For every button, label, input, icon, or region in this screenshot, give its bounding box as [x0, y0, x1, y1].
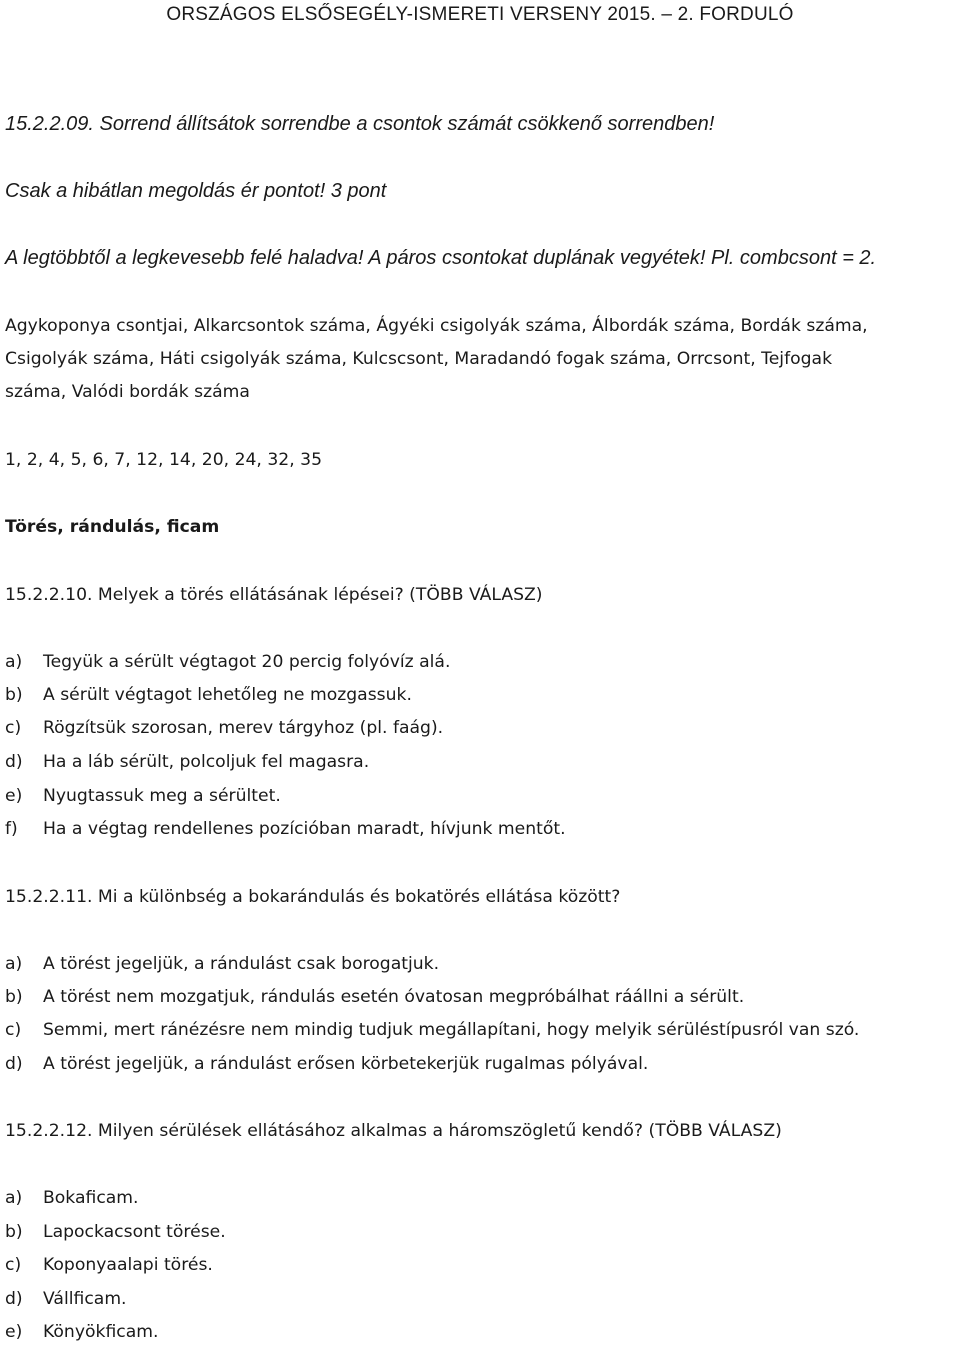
question-11-option-b — [5, 983, 744, 1011]
option-letter: c) — [5, 718, 22, 738]
option-text: Könyökficam. — [43, 1322, 159, 1342]
question-09-numbers: 1, 2, 4, 5, 6, 7, 12, 14, 20, 24, 32, 35 — [5, 450, 323, 470]
option-letter: a) — [5, 954, 23, 974]
question-11-text: 15.2.2.11. Mi a különbség a bokarándulás és bokatörés ellátása között? — [5, 887, 621, 907]
option-text: A törést nem mozgatjuk, rándulás esetén óvatosan megpróbálhat ráállni a sérült. — [43, 987, 745, 1007]
question-09-items-line-2: Csigolyák száma, Háti csigolyák száma, Kulcscsont, Maradandó fogak száma, Orrcsont, Tejfogak — [5, 349, 833, 369]
question-10-option-e — [5, 782, 281, 810]
option-text: A sérült végtagot lehetőleg ne mozgassuk. — [43, 685, 412, 705]
question-09-text: 15.2.2.09. Sorrend állítsátok sorrendbe a csontok számát csökkenő sorrendben! — [5, 113, 715, 135]
question-10-option-a — [5, 648, 450, 676]
option-letter: d) — [5, 1289, 23, 1309]
question-12-option-d — [5, 1285, 127, 1313]
option-letter: e) — [5, 786, 23, 806]
option-letter: d) — [5, 1054, 23, 1074]
option-letter: c) — [5, 1255, 22, 1275]
question-10-option-b — [5, 681, 412, 709]
option-letter: b) — [5, 1222, 23, 1242]
question-11-option-c — [5, 1016, 859, 1044]
question-12-option-c — [5, 1251, 213, 1279]
option-text: Nyugtassuk meg a sérültet. — [43, 786, 281, 806]
question-10-option-c — [5, 714, 443, 742]
question-09-items-line-1: Agykoponya csontjai, Alkarcsontok száma, Ágyéki csigolyák száma, Álbordák száma, Bordák száma, — [5, 316, 868, 336]
option-text: Vállficam. — [43, 1289, 127, 1309]
question-10-option-f — [5, 815, 566, 843]
option-letter: f) — [5, 819, 18, 839]
option-text: Bokaficam. — [43, 1188, 139, 1208]
question-09-items-line-3: száma, Valódi bordák száma — [5, 382, 250, 402]
question-12-option-b — [5, 1218, 226, 1246]
option-text: Ha a végtag rendellenes pozícióban maradt, hívjunk mentőt. — [43, 819, 566, 839]
question-09-points-note: Csak a hibátlan megoldás ér pontot! 3 pont — [5, 180, 387, 202]
section-title: Törés, rándulás, ficam — [5, 517, 220, 537]
option-letter: c) — [5, 1020, 22, 1040]
question-11-option-a — [5, 950, 439, 978]
question-12-option-a — [5, 1184, 139, 1212]
option-text: Rögzítsük szorosan, merev tárgyhoz (pl. faág). — [43, 718, 444, 738]
page-header: ORSZÁGOS ELSŐSEGÉLY-ISMERETI VERSENY 2015. – 2. FORDULÓ — [166, 4, 794, 25]
question-10-option-d — [5, 748, 369, 776]
option-text: Ha a láb sérült, polcoljuk fel magasra. — [43, 752, 370, 772]
option-letter: a) — [5, 1188, 23, 1208]
option-letter: d) — [5, 752, 23, 772]
question-12-text: 15.2.2.12. Milyen sérülések ellátásához alkalmas a háromszögletű kendő? (TÖBB VÁLASZ) — [5, 1121, 782, 1141]
question-11-option-d — [5, 1050, 648, 1078]
option-text: Tegyük a sérült végtagot 20 percig folyóvíz alá. — [43, 652, 451, 672]
question-12-option-e — [5, 1318, 158, 1346]
option-letter: b) — [5, 987, 23, 1007]
option-text: Lapockacsont törése. — [43, 1222, 226, 1242]
option-text: Koponyaalapi törés. — [43, 1255, 213, 1275]
question-09-order-note: A legtöbbtől a legkevesebb felé haladva! A páros csontokat duplának vegyétek! Pl. combcsont = 2. — [5, 247, 877, 269]
option-text: A törést jegeljük, a rándulást csak borogatjuk. — [43, 954, 440, 974]
option-letter: a) — [5, 652, 23, 672]
option-letter: e) — [5, 1322, 23, 1342]
question-10-text: 15.2.2.10. Melyek a törés ellátásának lépései? (TÖBB VÁLASZ) — [5, 585, 543, 605]
option-text: A törést jegeljük, a rándulást erősen körbetekerjük rugalmas pólyával. — [43, 1054, 649, 1074]
option-text: Semmi, mert ránézésre nem mindig tudjuk megállapítani, hogy melyik sérüléstípusról van szó. — [43, 1020, 860, 1040]
option-letter: b) — [5, 685, 23, 705]
